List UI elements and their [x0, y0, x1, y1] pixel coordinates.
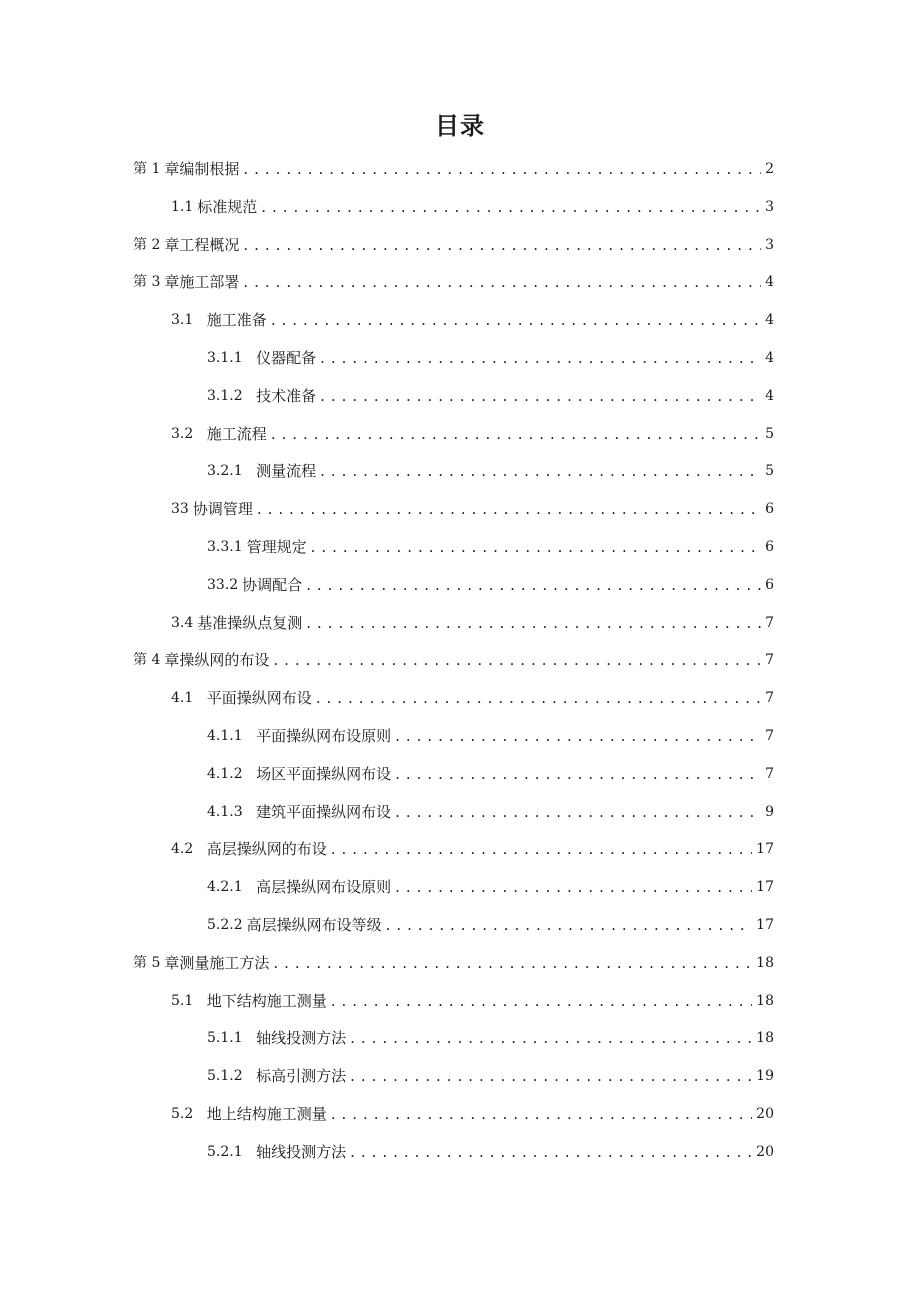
toc-entry[interactable] [171, 188, 774, 226]
toc-entry-page-number: 19 [756, 1068, 774, 1085]
toc-entry-title: 建筑平面操纵网布设 [246, 802, 392, 821]
toc-entry-page-number: 9 [765, 803, 774, 820]
toc-entry[interactable] [171, 1095, 774, 1133]
toc-entry-title: 基准操纵点复测 [197, 613, 303, 632]
toc-dot-leader [320, 377, 761, 415]
toc-dot-leader [306, 566, 761, 604]
toc-entry-page-number: 5 [765, 425, 774, 442]
toc-dot-leader [395, 717, 761, 755]
toc-entry[interactable] [171, 830, 774, 868]
toc-entry-title: 章施工部署 [164, 273, 240, 292]
toc-entry-number: 3.4 [171, 614, 194, 631]
toc-dot-leader [331, 982, 752, 1020]
toc-entry-title: 协调管理 [192, 500, 253, 519]
toc-entry-number: 3.3.1 [207, 539, 243, 555]
toc-entry[interactable] [171, 604, 774, 642]
toc-entry-title: 章测量施工方法 [164, 953, 270, 972]
toc-entry-page-number: 4 [765, 274, 774, 291]
page-title: 目录 [435, 112, 485, 140]
toc-dot-leader [395, 793, 761, 831]
toc-dot-leader [311, 528, 761, 566]
toc-entry-page-number: 7 [765, 652, 774, 669]
toc-entry[interactable] [171, 490, 774, 528]
toc-entry-page-number: 6 [765, 576, 774, 593]
toc-dot-leader [350, 1019, 752, 1057]
toc-dot-leader [331, 1095, 752, 1133]
toc-entry-title: 仪器配备 [246, 349, 317, 367]
toc-entry-page-number: 4 [765, 350, 774, 366]
toc-entry-page-number: 17 [756, 841, 774, 858]
toc-entry-number: 5.2.2 [207, 917, 243, 933]
toc-entry[interactable] [207, 1019, 774, 1057]
toc-entry-page-number: 2 [765, 161, 774, 177]
toc-entry-page-number: 18 [756, 1030, 774, 1047]
toc-dot-leader [243, 226, 761, 264]
toc-entry[interactable] [207, 528, 774, 566]
toc-entry-number: 5.1.2 [207, 1068, 243, 1085]
toc-entry-title: 标高引测方法 [246, 1067, 347, 1086]
toc-entry-title: 协调配合 [242, 575, 303, 594]
toc-entry-title: 平面操纵网布设 [197, 689, 312, 708]
toc-entry[interactable] [207, 906, 774, 944]
toc-entry-number: 3.2.1 [207, 463, 243, 480]
toc-entry-page-number: 4 [765, 312, 774, 329]
toc-dot-leader [257, 490, 761, 528]
toc-dot-leader [271, 415, 761, 453]
toc-dot-leader [316, 679, 761, 717]
toc-entry-page-number: 7 [765, 765, 774, 782]
toc-entry-title: 测量流程 [246, 462, 317, 481]
toc-entry[interactable] [171, 982, 774, 1020]
toc-dot-leader [320, 339, 761, 377]
toc-entry-page-number: 20 [756, 1106, 774, 1122]
toc-entry-title: 章工程概况 [164, 235, 240, 254]
toc-entry-page-number: 7 [765, 690, 774, 707]
toc-entry-page-number: 6 [765, 539, 774, 555]
toc-entry-number: 3.1 [171, 312, 194, 329]
toc-entry[interactable] [207, 755, 774, 793]
toc-entry-title: 高层操纵网布设等级 [246, 916, 382, 934]
toc-entry[interactable] [207, 339, 774, 377]
toc-entry-number: 4.1 [171, 690, 194, 707]
toc-entry[interactable] [207, 566, 774, 604]
toc-entry[interactable] [133, 226, 774, 264]
toc-entry[interactable] [207, 793, 774, 831]
toc-entry-title: 章操纵网的布设 [164, 651, 270, 670]
toc-entry-title: 技术准备 [246, 386, 317, 405]
toc-dot-leader [273, 641, 761, 679]
toc-entry-number: 第 2 [133, 236, 161, 253]
toc-entry[interactable] [171, 301, 774, 339]
toc-entry-number: 4.2 [171, 841, 194, 858]
toc-entry-number: 4.2.1 [207, 879, 243, 896]
toc-entry-number: 3.1.2 [207, 387, 243, 404]
toc-entry-title: 高层操纵网布设原则 [246, 878, 392, 897]
toc-entry-number: 5.2.1 [207, 1143, 243, 1160]
toc-entry-page-number: 7 [765, 728, 774, 744]
toc-dot-leader [271, 301, 761, 339]
toc-entry-number: 第 3 [133, 274, 161, 291]
toc-entry-title: 场区平面操纵网布设 [246, 764, 392, 783]
toc-entry-number: 第 4 [133, 652, 161, 669]
toc-entry-title: 轴线投测方法 [246, 1029, 347, 1048]
toc-entry-number: 3.1.1 [207, 350, 243, 366]
toc-entry-number: 4.1.2 [207, 765, 243, 782]
toc-entry-page-number: 3 [765, 236, 774, 253]
toc-entry-title: 地上结构施工测量 [197, 1105, 327, 1123]
toc-entry[interactable] [171, 415, 774, 453]
toc-entry[interactable] [207, 377, 774, 415]
toc-entry-number: 5.2 [171, 1106, 194, 1122]
toc-dot-leader [273, 944, 752, 982]
toc-entry[interactable] [207, 717, 774, 755]
toc-dot-leader [350, 1133, 752, 1171]
toc-dot-leader [306, 604, 761, 642]
toc-entry-number: 33 [171, 501, 189, 518]
toc-dot-leader [350, 1057, 752, 1095]
toc-entry[interactable] [207, 868, 774, 906]
toc-entry-page-number: 17 [756, 879, 774, 896]
toc-dot-leader [386, 906, 753, 944]
toc-entry-number: 5.1.1 [207, 1030, 243, 1047]
toc-entry-title: 施工流程 [197, 424, 267, 443]
toc-entry-page-number: 18 [756, 992, 774, 1009]
toc-entry-title: 管理规定 [246, 538, 307, 556]
toc-entry-title: 平面操纵网布设原则 [246, 727, 392, 745]
toc-entry-number: 5.1 [171, 992, 194, 1009]
toc-entry-page-number: 7 [765, 614, 774, 631]
toc-entry[interactable] [171, 679, 774, 717]
toc-entry[interactable] [207, 1057, 774, 1095]
toc-entry-number: 1.1 [171, 198, 194, 215]
toc-entry-title: 施工准备 [197, 311, 267, 330]
toc-dot-leader [261, 188, 761, 226]
toc-dot-leader [331, 830, 752, 868]
toc-entry[interactable] [133, 641, 774, 679]
toc-entry-title: 标准规范 [197, 197, 258, 216]
toc-entry-page-number: 3 [765, 198, 774, 215]
toc-entry-number: 33.2 [207, 576, 239, 593]
toc-entry-number: 4.1.3 [207, 803, 243, 820]
toc-entry-title: 地下结构施工测量 [197, 991, 327, 1010]
toc-entry-page-number: 20 [756, 1143, 774, 1160]
toc-entry-number: 4.1.1 [207, 728, 243, 744]
toc-entry-number: 第 5 [133, 954, 161, 971]
toc-entry-number: 3.2 [171, 425, 194, 442]
toc-dot-leader [320, 452, 761, 490]
toc-entry-title: 高层操纵网的布设 [197, 840, 327, 859]
toc-entry-page-number: 5 [765, 463, 774, 480]
toc-entry-title: 章编制根据 [164, 160, 240, 178]
toc-entry-page-number: 17 [756, 917, 774, 933]
toc-dot-leader [395, 755, 761, 793]
toc-entry[interactable] [133, 150, 774, 188]
toc-entry[interactable] [133, 263, 774, 301]
toc-entry-page-number: 18 [756, 954, 774, 971]
toc-entry-page-number: 4 [765, 387, 774, 404]
toc-dot-leader [395, 868, 752, 906]
toc-entry[interactable] [207, 452, 774, 490]
toc-dot-leader [243, 150, 761, 188]
toc-entry-page-number: 6 [765, 501, 774, 518]
toc-entry-number: 第 1 [133, 161, 161, 177]
toc-dot-leader [243, 263, 761, 301]
toc-entry-title: 轴线投测方法 [246, 1142, 347, 1161]
toc-entry[interactable] [207, 1133, 774, 1171]
toc-entry[interactable] [133, 944, 774, 982]
